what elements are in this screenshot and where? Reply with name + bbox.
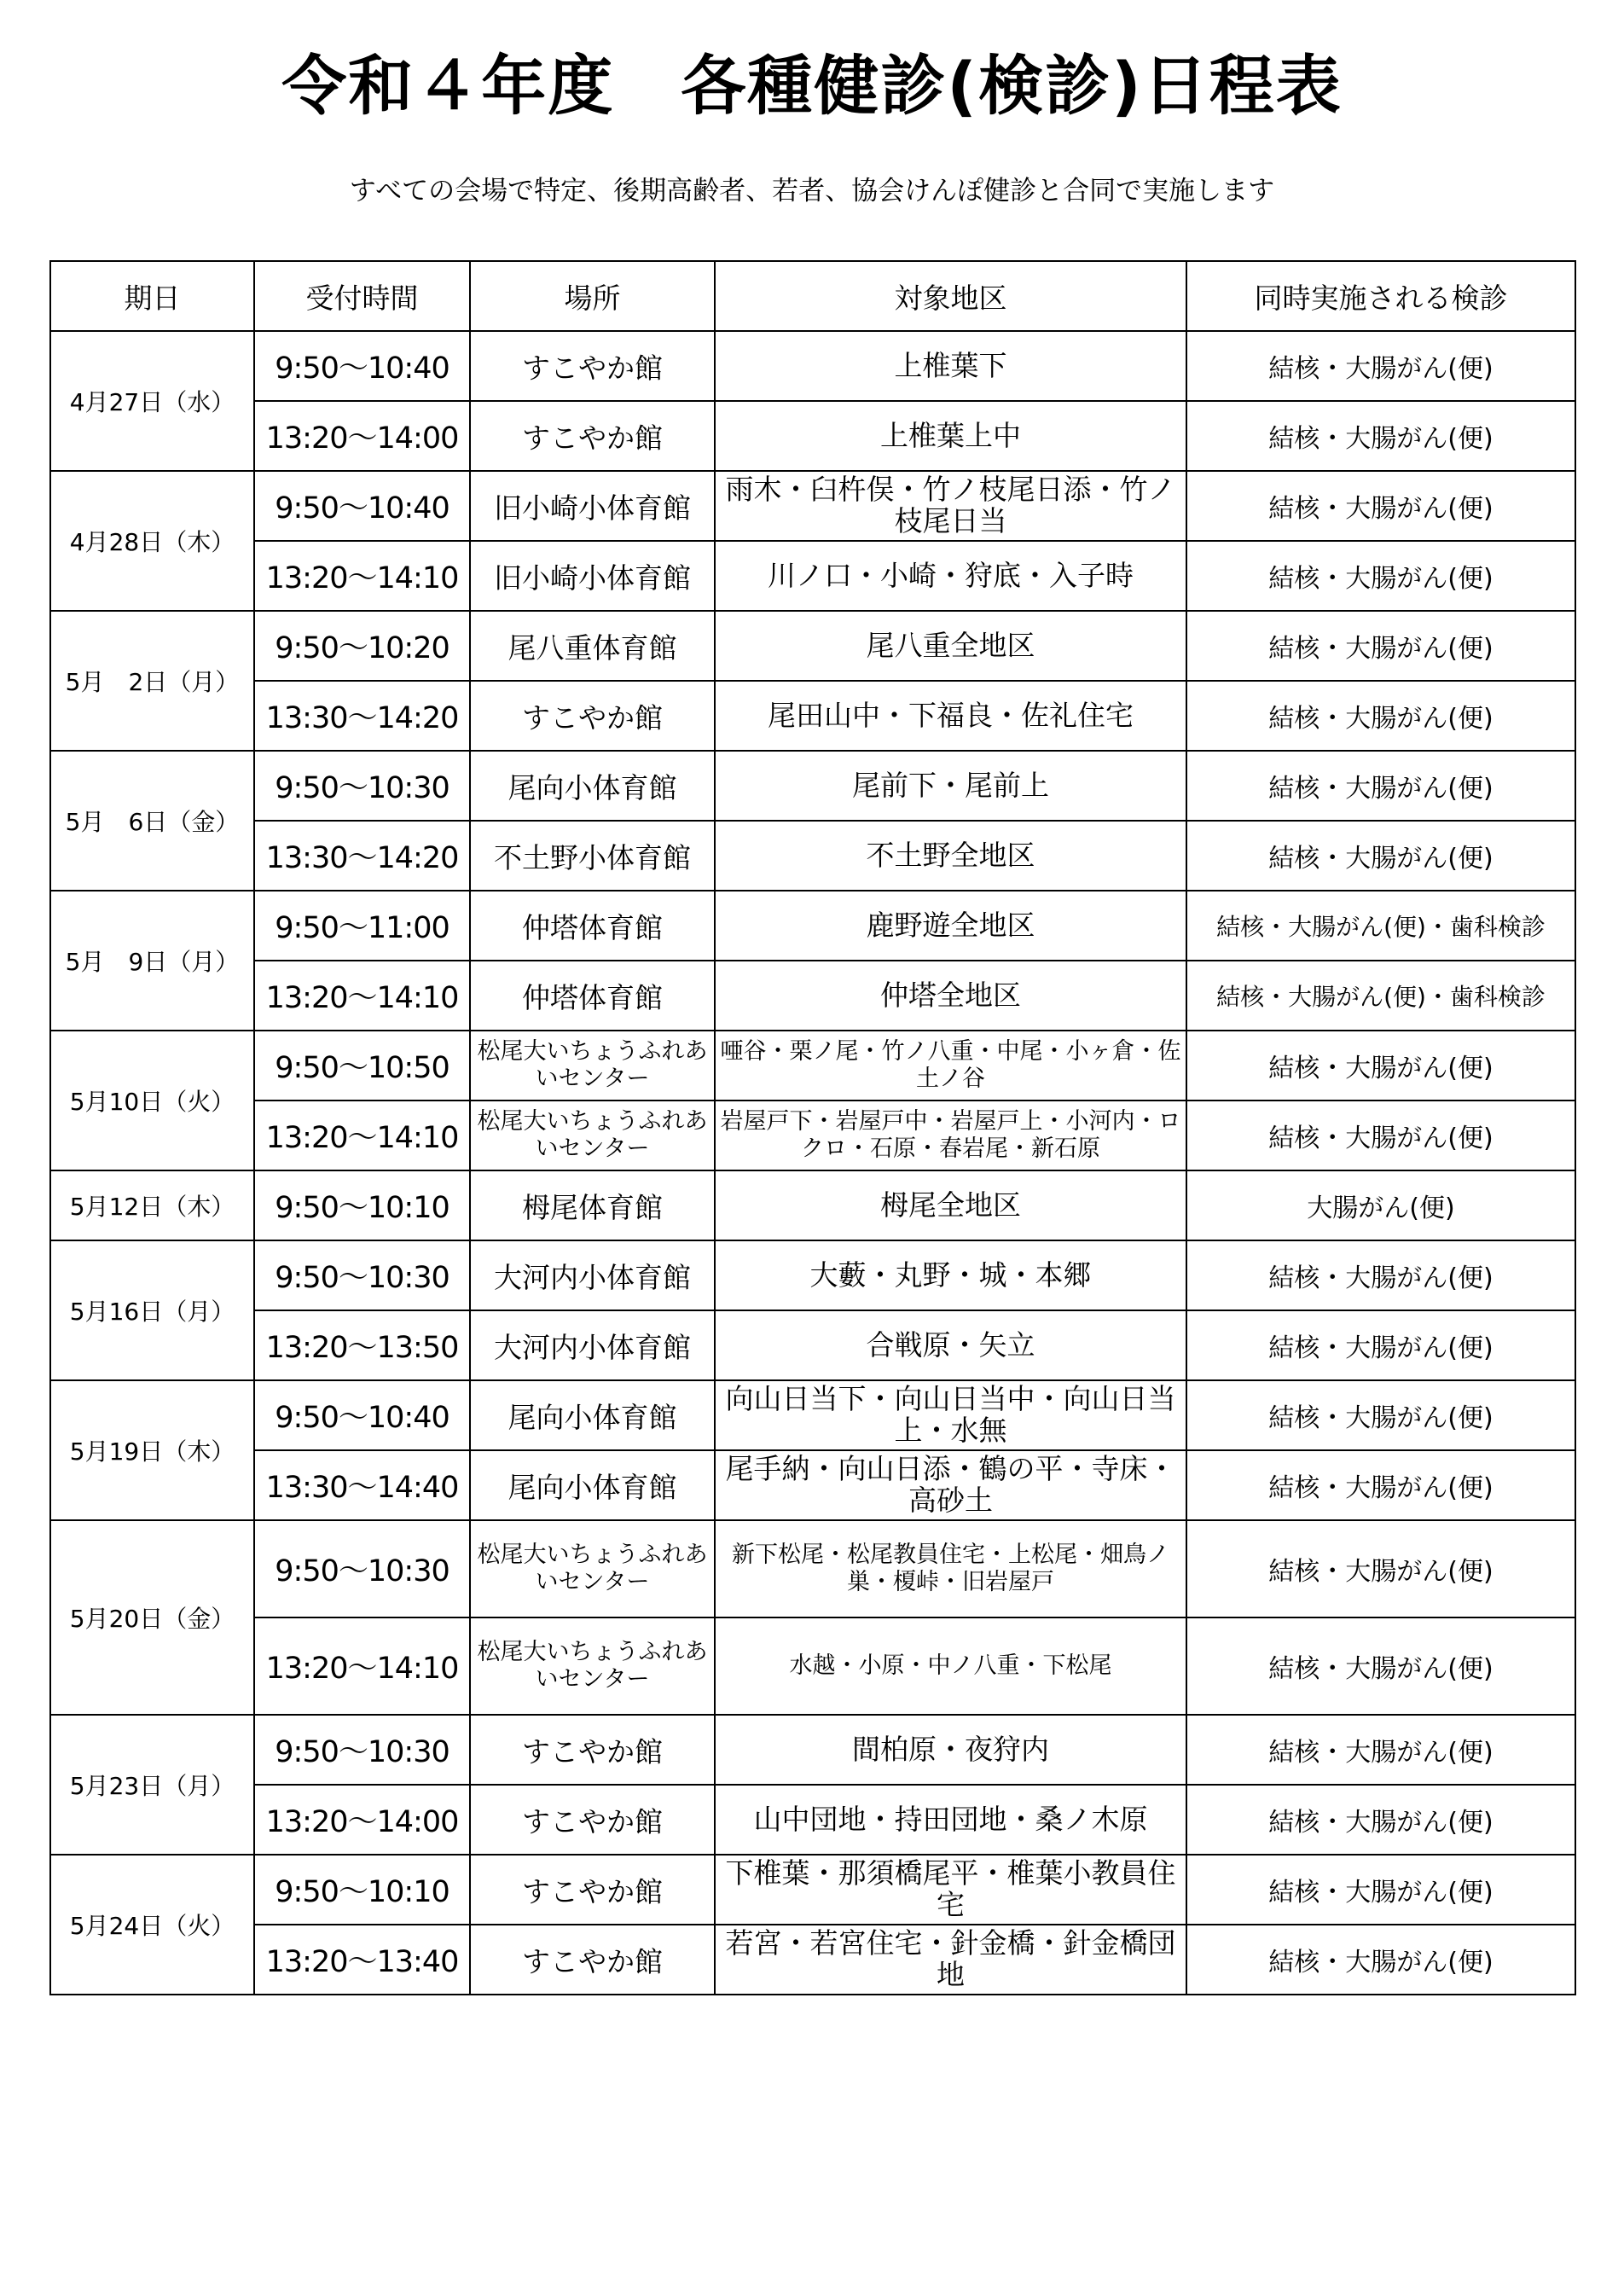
- header-time: 受付時間: [254, 261, 470, 331]
- area-cell: 仲塔全地区: [715, 961, 1186, 1031]
- table-row: [50, 1310, 1575, 1380]
- area-cell: 尾前下・尾前上: [715, 751, 1186, 821]
- area-cell: 栂尾全地区: [715, 1170, 1186, 1240]
- place-cell: 仲塔体育館: [470, 891, 715, 961]
- area-cell: 新下松尾・松尾教員住宅・上松尾・畑鳥ノ巣・榎峠・旧岩屋戸: [715, 1520, 1186, 1617]
- header-area: 対象地区: [715, 261, 1186, 331]
- exam-cell: 結核・大腸がん(便): [1186, 611, 1575, 681]
- page-title: 令和４年度 各種健診(検診)日程表: [281, 48, 1343, 124]
- time-cell: 13:20～13:40: [254, 1925, 470, 1995]
- time-cell: 9:50～10:10: [254, 1855, 470, 1925]
- time-cell: 13:30～14:20: [254, 821, 470, 891]
- place-cell: 松尾大いちょうふれあいセンター: [470, 1520, 715, 1617]
- time-cell: 9:50～10:20: [254, 611, 470, 681]
- place-cell: すこやか館: [470, 1785, 715, 1855]
- header-place: 場所: [470, 261, 715, 331]
- place-cell: すこやか館: [470, 331, 715, 401]
- place-cell: 尾向小体育館: [470, 1380, 715, 1450]
- page-subtitle: すべての会場で特定、後期高齢者、若者、協会けんぽ健診と合同で実施します: [349, 176, 1275, 206]
- place-cell: すこやか館: [470, 1925, 715, 1995]
- date-cell: 5月23日（月）: [50, 1715, 254, 1855]
- table-row: [50, 891, 1575, 961]
- place-cell: すこやか館: [470, 1855, 715, 1925]
- date-cell: 5月19日（木）: [50, 1380, 254, 1520]
- area-cell: 向山日当下・向山日当中・向山日当上・水無: [715, 1380, 1186, 1450]
- place-cell: 不土野小体育館: [470, 821, 715, 891]
- place-cell: 尾向小体育館: [470, 751, 715, 821]
- place-cell: 松尾大いちょうふれあいセンター: [470, 1101, 715, 1170]
- date-cell: 5月16日（月）: [50, 1240, 254, 1380]
- place-cell: すこやか館: [470, 681, 715, 751]
- header-row: [50, 261, 1575, 331]
- time-cell: 13:30～14:20: [254, 681, 470, 751]
- table-row: [50, 1240, 1575, 1310]
- time-cell: 9:50～10:30: [254, 1715, 470, 1785]
- exam-cell: 結核・大腸がん(便): [1186, 541, 1575, 611]
- table-row: [50, 1785, 1575, 1855]
- area-cell: 唖谷・栗ノ尾・竹ノ八重・中尾・小ヶ倉・佐土ノ谷: [715, 1031, 1186, 1101]
- time-cell: 13:20～14:10: [254, 961, 470, 1031]
- exam-cell: 結核・大腸がん(便): [1186, 1450, 1575, 1520]
- time-cell: 13:20～14:10: [254, 541, 470, 611]
- area-cell: 水越・小原・中ノ八重・下松尾: [715, 1617, 1186, 1715]
- exam-cell: 結核・大腸がん(便): [1186, 1715, 1575, 1785]
- place-cell: 松尾大いちょうふれあいセンター: [470, 1031, 715, 1101]
- exam-cell: 結核・大腸がん(便): [1186, 1310, 1575, 1380]
- time-cell: 13:30～14:40: [254, 1450, 470, 1520]
- header-exam: 同時実施される検診: [1186, 261, 1575, 331]
- time-cell: 9:50～10:30: [254, 1240, 470, 1310]
- date-cell: 5月10日（火）: [50, 1031, 254, 1170]
- time-cell: 13:20～14:00: [254, 401, 470, 471]
- area-cell: 雨木・臼杵俣・竹ノ枝尾日添・竹ノ枝尾日当: [715, 471, 1186, 541]
- place-cell: 旧小崎小体育館: [470, 541, 715, 611]
- exam-cell: 結核・大腸がん(便)・歯科検診: [1186, 891, 1575, 961]
- time-cell: 9:50～10:40: [254, 471, 470, 541]
- place-cell: 尾八重体育館: [470, 611, 715, 681]
- exam-cell: 結核・大腸がん(便)・歯科検診: [1186, 961, 1575, 1031]
- place-cell: 旧小崎小体育館: [470, 471, 715, 541]
- schedule-table: [49, 260, 1576, 1995]
- exam-cell: 結核・大腸がん(便): [1186, 331, 1575, 401]
- table-row: [50, 1925, 1575, 1995]
- table-row: [50, 1715, 1575, 1785]
- place-cell: 栂尾体育館: [470, 1170, 715, 1240]
- place-cell: すこやか館: [470, 1715, 715, 1785]
- table-row: [50, 1101, 1575, 1170]
- area-cell: 尾八重全地区: [715, 611, 1186, 681]
- place-cell: 大河内小体育館: [470, 1240, 715, 1310]
- date-cell: 5月 2日（月）: [50, 611, 254, 751]
- exam-cell: 大腸がん(便): [1186, 1170, 1575, 1240]
- table-row: [50, 1380, 1575, 1450]
- time-cell: 9:50～10:50: [254, 1031, 470, 1101]
- table-row: [50, 821, 1575, 891]
- date-cell: 4月27日（水）: [50, 331, 254, 471]
- time-cell: 9:50～10:40: [254, 331, 470, 401]
- table-row: [50, 961, 1575, 1031]
- exam-cell: 結核・大腸がん(便): [1186, 1240, 1575, 1310]
- time-cell: 9:50～11:00: [254, 891, 470, 961]
- table-row: [50, 471, 1575, 541]
- area-cell: 岩屋戸下・岩屋戸中・岩屋戸上・小河内・ロクロ・石原・春岩尾・新石原: [715, 1101, 1186, 1170]
- table-row: [50, 1520, 1575, 1617]
- table-row: [50, 751, 1575, 821]
- table-row: [50, 401, 1575, 471]
- time-cell: 9:50～10:30: [254, 1520, 470, 1617]
- exam-cell: 結核・大腸がん(便): [1186, 1031, 1575, 1101]
- time-cell: 9:50～10:40: [254, 1380, 470, 1450]
- exam-cell: 結核・大腸がん(便): [1186, 1785, 1575, 1855]
- place-cell: 大河内小体育館: [470, 1310, 715, 1380]
- area-cell: 合戦原・矢立: [715, 1310, 1186, 1380]
- exam-cell: 結核・大腸がん(便): [1186, 401, 1575, 471]
- date-cell: 5月 6日（金）: [50, 751, 254, 891]
- exam-cell: 結核・大腸がん(便): [1186, 1101, 1575, 1170]
- exam-cell: 結核・大腸がん(便): [1186, 1617, 1575, 1715]
- table-row: [50, 611, 1575, 681]
- table-row: [50, 681, 1575, 751]
- time-cell: 9:50～10:10: [254, 1170, 470, 1240]
- table-row: [50, 1855, 1575, 1925]
- table-row: [50, 331, 1575, 401]
- exam-cell: 結核・大腸がん(便): [1186, 1520, 1575, 1617]
- area-cell: 上椎葉上中: [715, 401, 1186, 471]
- exam-cell: 結核・大腸がん(便): [1186, 1855, 1575, 1925]
- date-cell: 5月 9日（月）: [50, 891, 254, 1031]
- exam-cell: 結核・大腸がん(便): [1186, 681, 1575, 751]
- area-cell: 大藪・丸野・城・本郷: [715, 1240, 1186, 1310]
- date-cell: 5月20日（金）: [50, 1520, 254, 1715]
- table-row: [50, 1450, 1575, 1520]
- place-cell: 松尾大いちょうふれあいセンター: [470, 1617, 715, 1715]
- area-cell: 川ノ口・小崎・狩底・入子時: [715, 541, 1186, 611]
- place-cell: 尾向小体育館: [470, 1450, 715, 1520]
- table-row: [50, 1617, 1575, 1715]
- exam-cell: 結核・大腸がん(便): [1186, 751, 1575, 821]
- area-cell: 間柏原・夜狩内: [715, 1715, 1186, 1785]
- date-cell: 5月12日（木）: [50, 1170, 254, 1240]
- area-cell: 下椎葉・那須橋尾平・椎葉小教員住宅: [715, 1855, 1186, 1925]
- time-cell: 13:20～14:10: [254, 1101, 470, 1170]
- date-cell: 4月28日（木）: [50, 471, 254, 611]
- table-row: [50, 541, 1575, 611]
- date-cell: 5月24日（火）: [50, 1855, 254, 1995]
- area-cell: 山中団地・持田団地・桑ノ木原: [715, 1785, 1186, 1855]
- time-cell: 13:20～14:10: [254, 1617, 470, 1715]
- time-cell: 13:20～14:00: [254, 1785, 470, 1855]
- time-cell: 9:50～10:30: [254, 751, 470, 821]
- area-cell: 鹿野遊全地区: [715, 891, 1186, 961]
- exam-cell: 結核・大腸がん(便): [1186, 1925, 1575, 1995]
- area-cell: 若宮・若宮住宅・針金橋・針金橋団地: [715, 1925, 1186, 1995]
- exam-cell: 結核・大腸がん(便): [1186, 821, 1575, 891]
- table-row: [50, 1031, 1575, 1101]
- header-date: 期日: [50, 261, 254, 331]
- exam-cell: 結核・大腸がん(便): [1186, 471, 1575, 541]
- area-cell: 尾田山中・下福良・佐礼住宅: [715, 681, 1186, 751]
- area-cell: 上椎葉下: [715, 331, 1186, 401]
- table-row: [50, 1170, 1575, 1240]
- time-cell: 13:20～13:50: [254, 1310, 470, 1380]
- exam-cell: 結核・大腸がん(便): [1186, 1380, 1575, 1450]
- area-cell: 不土野全地区: [715, 821, 1186, 891]
- area-cell: 尾手納・向山日添・鶴の平・寺床・高砂土: [715, 1450, 1186, 1520]
- place-cell: 仲塔体育館: [470, 961, 715, 1031]
- place-cell: すこやか館: [470, 401, 715, 471]
